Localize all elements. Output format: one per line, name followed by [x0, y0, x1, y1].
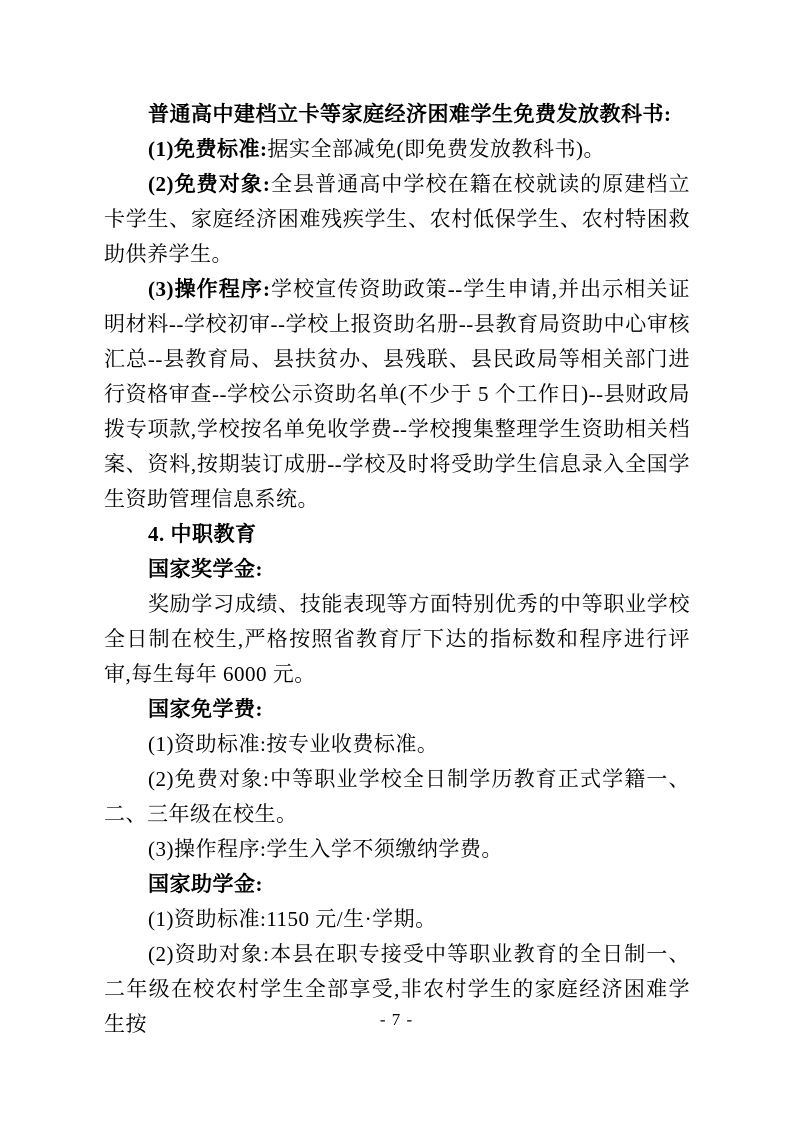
- paragraph: [104, 517, 690, 552]
- paragraph: [104, 727, 690, 762]
- paragraph: [104, 692, 690, 727]
- paragraph: [104, 762, 690, 832]
- text-segment: 学校宣传资助政策--学生申请,并出示相关证明材料--学校初审--学校上报资助名册--县教育局资助中心审核汇总--县教育局、县扶贫办、县残联、县民政局等相关部门进行资格审查--学校公示资助名单(不少于 5 个工作日)--县财政局拨专项款,学校按名单免收学费--学校搜集整理学生资助相关档案、资料,按期装订成册--学校及时将受助学生信息录入全国学生资助管理信息系统。: [104, 277, 690, 511]
- bold-text-segment: 国家奖学金:: [148, 557, 263, 581]
- bold-text-segment: (1)免费标准:: [148, 137, 268, 161]
- paragraph: [104, 902, 690, 937]
- text-segment: (2)资助对象:本县在职专接受中等职业教育的全日制一、二年级在校农村学生全部享受,非农村学生的家庭经济困难学生按: [104, 942, 690, 1036]
- paragraph: [104, 552, 690, 587]
- text-segment: 据实全部减免(即免费发放教科书)。: [267, 137, 605, 161]
- paragraph: [104, 97, 690, 132]
- text-segment: (3)操作程序:学生入学不须缴纳学费。: [148, 837, 503, 861]
- text-segment: 奖励学习成绩、技能表现等方面特别优秀的中等职业学校全日制在校生,严格按照省教育厅下达的指标数和程序进行评审,每生每年 6000 元。: [104, 592, 690, 686]
- bold-text-segment: (2)免费对象:: [148, 172, 271, 196]
- bold-text-segment: (3)操作程序:: [148, 277, 271, 301]
- document-body: [104, 97, 690, 1042]
- text-segment: (1)资助标准:1150 元/生·学期。: [148, 907, 437, 931]
- paragraph: [104, 132, 690, 167]
- page-number: - 7 -: [379, 1010, 414, 1029]
- bold-text-segment: 4. 中职教育: [148, 522, 257, 546]
- paragraph: [104, 832, 690, 867]
- bold-text-segment: 国家免学费:: [148, 697, 263, 721]
- text-segment: 全县普通高中学校在籍在校就读的原建档立卡学生、家庭经济困难残疾学生、农村低保学生、农村特困救助供养学生。: [104, 172, 691, 266]
- bold-text-segment: 国家助学金:: [148, 872, 263, 896]
- paragraph: [104, 272, 690, 517]
- paragraph: [104, 867, 690, 902]
- bold-text-segment: 普通高中建档立卡等家庭经济困难学生免费发放教科书:: [148, 102, 672, 126]
- paragraph: [104, 167, 690, 272]
- text-segment: (1)资助标准:按专业收费标准。: [148, 732, 439, 756]
- paragraph: [104, 587, 690, 692]
- text-segment: (2)免费对象:中等职业学校全日制学历教育正式学籍一、二、三年级在校生。: [104, 767, 690, 826]
